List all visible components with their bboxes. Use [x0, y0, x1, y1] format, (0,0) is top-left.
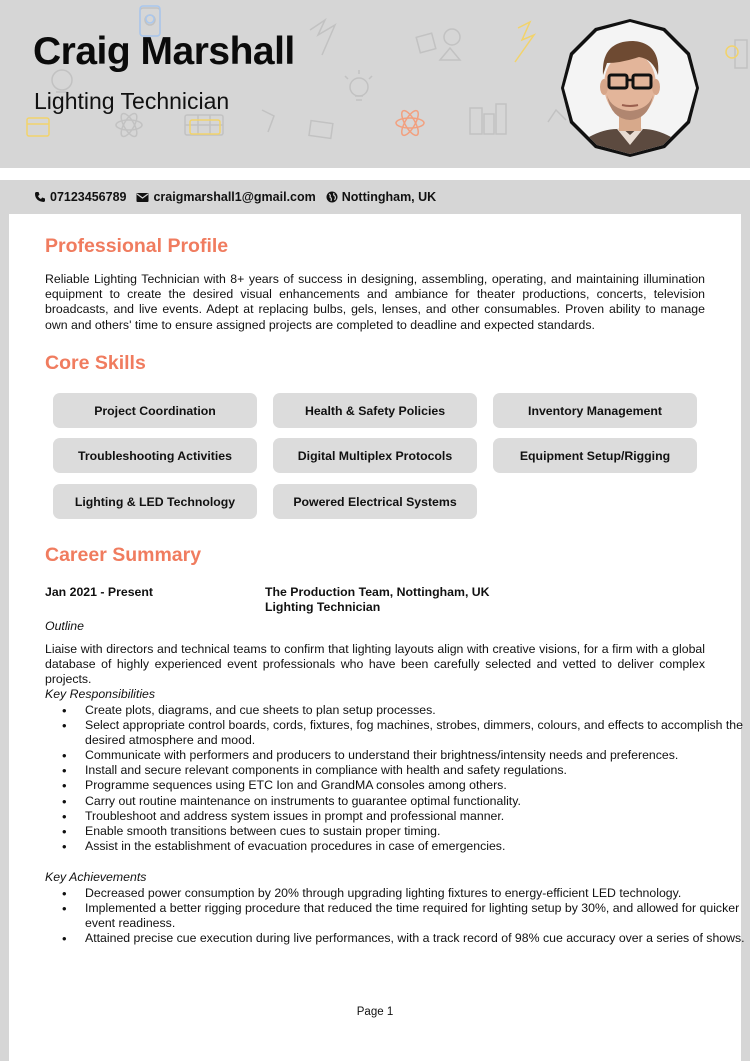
- career-heading: Career Summary: [45, 544, 202, 566]
- header-divider: [0, 168, 750, 180]
- list-item: • Communicate with performers and producers to understand their brightness/intensity needs and preferences.: [85, 748, 745, 763]
- resume-body: [9, 214, 745, 1061]
- envelope-icon: [136, 192, 149, 203]
- email-address: craigmarshall1@gmail.com: [153, 190, 316, 204]
- list-item: • Troubleshoot and address system issues in prompt and professional manner.: [85, 809, 745, 824]
- list-item: • Attained precise cue execution during live performances, with a track record of 98% cue accuracy over a series of shows.: [85, 931, 745, 946]
- list-item: • Select appropriate control boards, cords, fixtures, fog machines, strobes, dimmers, colours, and effects to accomplish the desired atmosphere and mood.: [85, 718, 745, 748]
- skill-pill: Project Coordination: [53, 393, 257, 428]
- achievements-label: Key Achievements: [45, 870, 147, 884]
- skill-pill: Lighting & LED Technology: [53, 484, 257, 519]
- list-item: • Programme sequences using ETC Ion and GrandMA consoles among others.: [85, 778, 745, 793]
- page-number: Page 1: [356, 1006, 394, 1018]
- profile-heading: Professional Profile: [45, 235, 229, 257]
- profile-text: Reliable Lighting Technician with 8+ years of success in designing, assembling, operating, and maintaining illumination equipment to create the desired visual enhancements and ambiance for theater productions, concerts, television broadcasts, and live events. Adept at replacing bulbs, gels, lenses, and other consumables. Proven ability to manage own and others' time to ensure assigned projects are completed to deadline and expected standards.: [45, 272, 705, 332]
- list-item: • Decreased power consumption by 20% through upgrading lighting fixtures to energy-efficient LED technology.: [85, 886, 745, 901]
- candidate-job-title: Lighting Technician: [34, 88, 230, 114]
- list-item: • Create plots, diagrams, and cue sheets to plan setup processes.: [85, 703, 745, 718]
- job-dates: Jan 2021 - Present: [45, 585, 154, 599]
- phone-number: 07123456789: [50, 190, 127, 204]
- skill-pill: Health & Safety Policies: [273, 393, 477, 428]
- outline-text: Liaise with directors and technical teams to confirm that lighting layouts align with creative visions, for a firm with a global database of highly experienced event professionals who have been carefully selected and vetted to deliver complex projects.: [45, 642, 705, 687]
- contact-bar: [0, 180, 750, 214]
- contact-phone[interactable]: [34, 190, 126, 204]
- outline-label: Outline: [45, 619, 84, 633]
- list-item: • Install and secure relevant components in compliance with health and safety regulations.: [85, 763, 745, 778]
- resume-header: [0, 0, 750, 168]
- responsibilities-list: [45, 703, 745, 854]
- skill-pill: Troubleshooting Activities: [53, 438, 257, 473]
- skill-pill: Equipment Setup/Rigging: [493, 438, 697, 473]
- skill-pill: Powered Electrical Systems: [273, 484, 477, 519]
- list-item: • Assist in the establishment of evacuation procedures in case of emergencies.: [85, 839, 745, 854]
- contact-email[interactable]: [136, 190, 315, 204]
- profile-photo: [561, 19, 699, 157]
- achievements-list: [45, 886, 745, 946]
- location-text: Nottingham, UK: [341, 190, 437, 204]
- company-name: The Production Team, Nottingham, UK: [265, 585, 490, 599]
- job-company: [265, 585, 490, 615]
- globe-icon: [326, 191, 338, 203]
- contact-location: [326, 190, 436, 204]
- skill-pill: Digital Multiplex Protocols: [273, 438, 477, 473]
- candidate-name: Craig Marshall: [33, 30, 295, 73]
- skill-pill: Inventory Management: [493, 393, 697, 428]
- job-role: Lighting Technician: [265, 600, 381, 614]
- phone-icon: [34, 191, 46, 203]
- skills-heading: Core Skills: [45, 352, 146, 374]
- list-item: • Carry out routine maintenance on instruments to guarantee optimal functionality.: [85, 794, 745, 809]
- list-item: • Implemented a better rigging procedure that reduced the time required for lighting setup by 30%, and allowed for quicker event readiness.: [85, 901, 745, 931]
- responsibilities-label: Key Responsibilities: [45, 687, 156, 701]
- list-item: • Enable smooth transitions between cues to sustain proper timing.: [85, 824, 745, 839]
